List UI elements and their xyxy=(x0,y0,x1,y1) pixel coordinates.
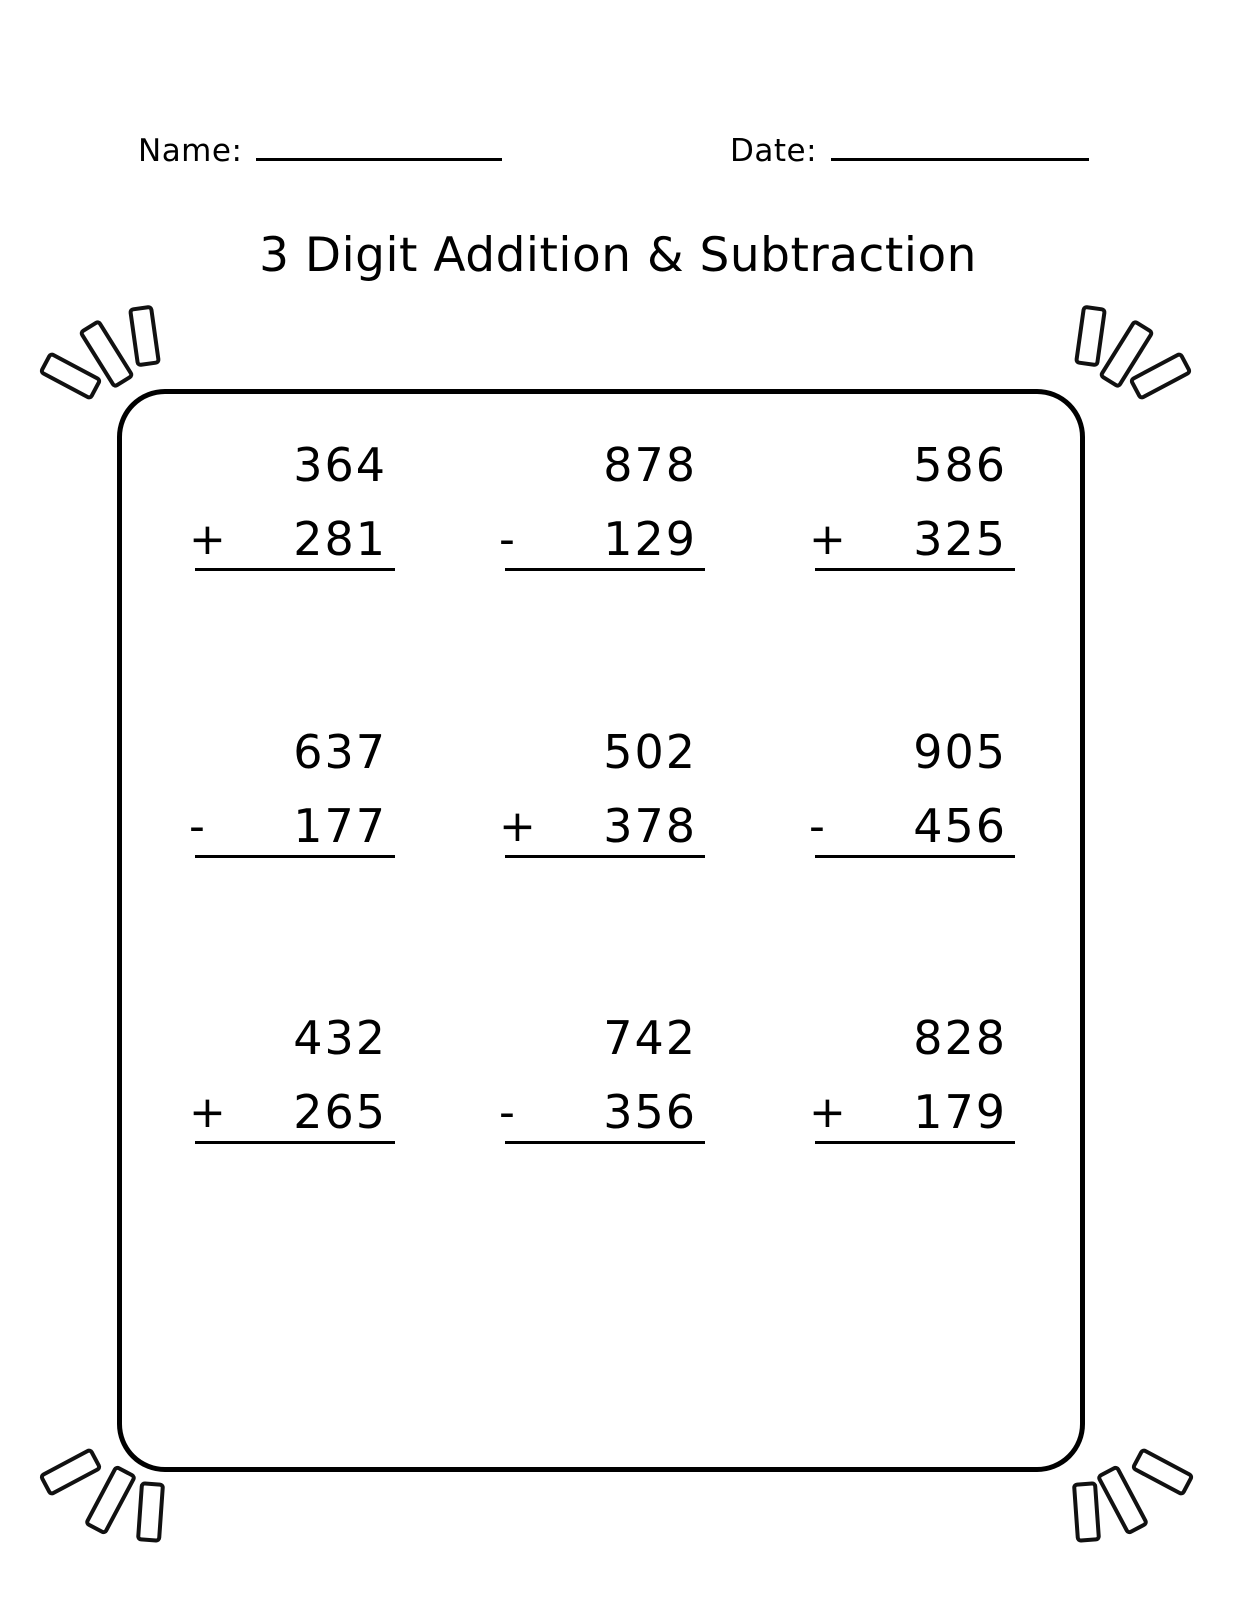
problem-4-top-number: 637 xyxy=(293,724,387,779)
problem-2-bottom-row xyxy=(499,512,705,571)
problem-5-bottom-row xyxy=(499,798,705,858)
problem-8-operator: - xyxy=(499,1087,515,1139)
problem-4-bottom-number: 177 xyxy=(293,798,387,853)
problem-1-bottom-row xyxy=(189,512,395,571)
problem-3-bottom-number: 325 xyxy=(913,512,1007,566)
problem-2-operator: - xyxy=(499,514,515,565)
sunburst-ray xyxy=(1130,1447,1195,1497)
problem-1-operator: + xyxy=(189,514,226,565)
problem-5 xyxy=(450,707,760,994)
problem-1-top-number: 364 xyxy=(293,438,387,492)
sunburst-ray xyxy=(128,305,161,368)
page-title: 3 Digit Addition & Subtraction xyxy=(259,228,977,283)
problem-7 xyxy=(140,993,450,1280)
worksheet-header xyxy=(138,128,1098,188)
problems-grid xyxy=(140,420,1070,1280)
problem-2-bottom-number: 129 xyxy=(603,512,697,566)
problem-4-operator: - xyxy=(189,800,205,852)
problem-9-bottom-row xyxy=(809,1085,1015,1144)
problem-7-operator: + xyxy=(189,1087,226,1139)
problem-8 xyxy=(450,993,760,1280)
problem-6 xyxy=(760,707,1070,994)
name-field-input[interactable] xyxy=(256,128,502,161)
name-field xyxy=(138,128,502,169)
name-field-label: Name: xyxy=(138,133,243,169)
problem-6-bottom-number: 456 xyxy=(913,798,1007,853)
problem-4-bottom-row xyxy=(189,798,395,858)
problem-9 xyxy=(760,993,1070,1280)
problem-6-bottom-row xyxy=(809,798,1015,858)
problem-3-operator: + xyxy=(809,514,846,565)
problem-2 xyxy=(450,420,760,707)
date-field-input[interactable] xyxy=(831,128,1089,161)
problem-9-bottom-number: 179 xyxy=(913,1085,1007,1140)
problem-8-bottom-row xyxy=(499,1085,705,1144)
sunburst-ray xyxy=(1074,305,1107,368)
sunburst-ray xyxy=(136,1481,165,1543)
sunburst-ray xyxy=(38,1447,103,1497)
date-field xyxy=(730,128,1089,169)
problem-6-operator: - xyxy=(809,800,825,852)
problem-7-bottom-row xyxy=(189,1085,395,1144)
problem-1-bottom-number: 281 xyxy=(293,512,387,566)
problem-5-operator: + xyxy=(499,800,536,852)
sunburst-ray xyxy=(1072,1481,1101,1543)
sunburst-ray xyxy=(38,351,103,401)
problem-5-bottom-number: 378 xyxy=(603,798,697,853)
problem-8-bottom-number: 356 xyxy=(603,1085,697,1140)
problem-7-bottom-number: 265 xyxy=(293,1085,387,1140)
problem-7-top-number: 432 xyxy=(293,1011,387,1066)
problem-5-top-number: 502 xyxy=(603,724,697,779)
date-field-label: Date: xyxy=(730,133,818,169)
problem-2-top-number: 878 xyxy=(603,438,697,492)
problem-3 xyxy=(760,420,1070,707)
problem-1 xyxy=(140,420,450,707)
problem-9-operator: + xyxy=(809,1087,846,1139)
problem-9-top-number: 828 xyxy=(913,1011,1007,1066)
problem-8-top-number: 742 xyxy=(603,1011,697,1066)
problem-4 xyxy=(140,707,450,994)
problem-3-bottom-row xyxy=(809,512,1015,571)
problem-6-top-number: 905 xyxy=(913,724,1007,779)
problem-3-top-number: 586 xyxy=(913,438,1007,492)
